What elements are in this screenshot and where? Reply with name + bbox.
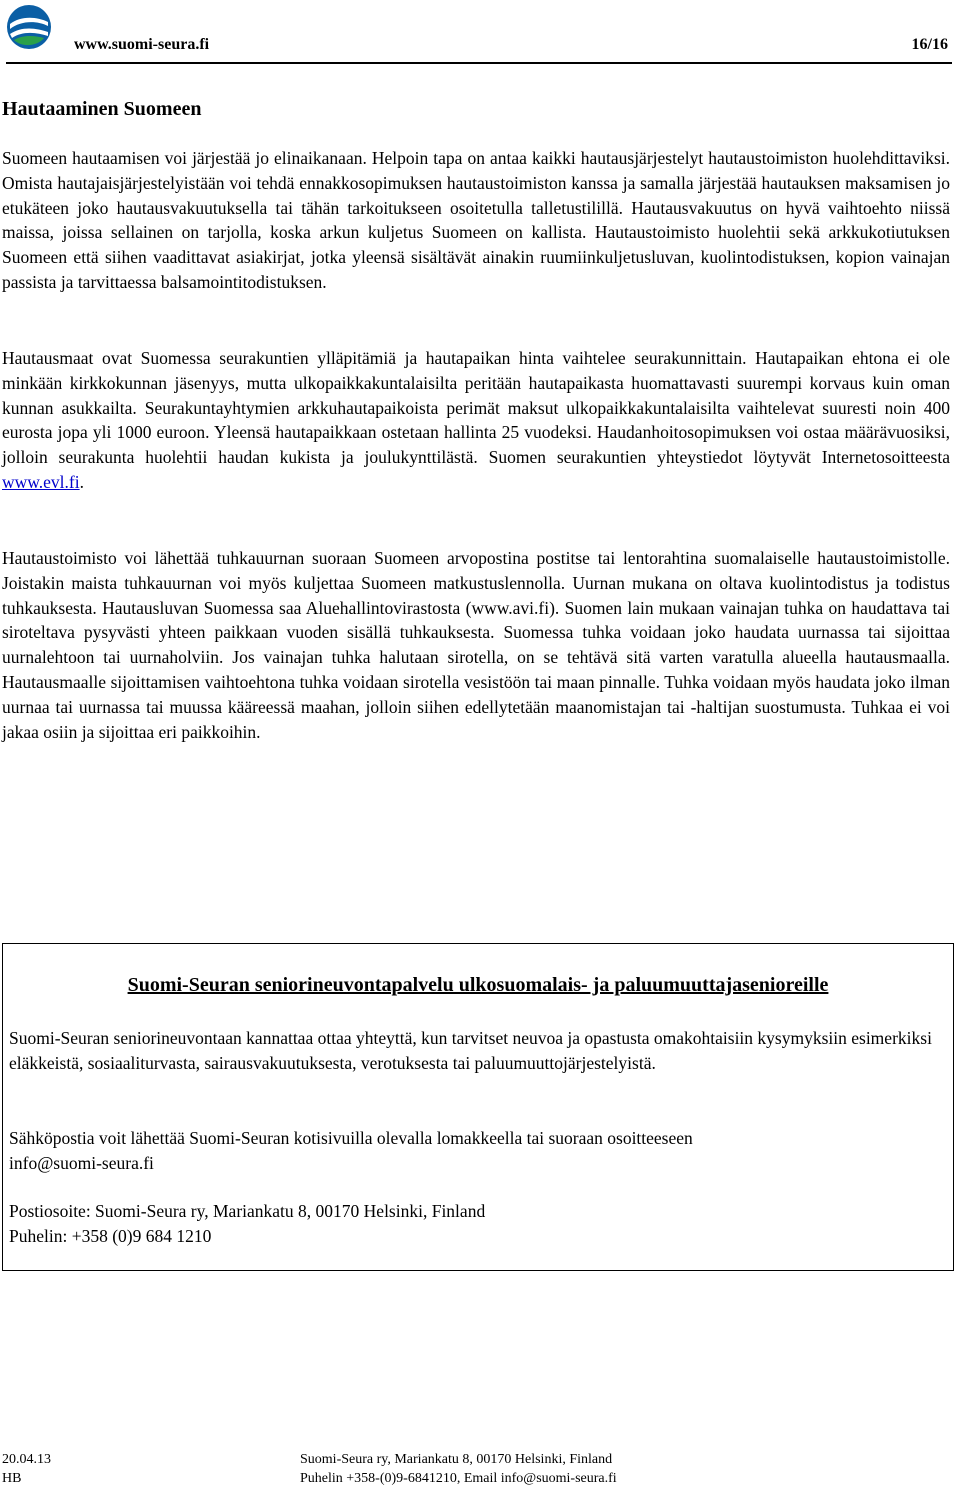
- box-phone: Puhelin: +358 (0)9 684 1210: [9, 1225, 212, 1246]
- paragraph-cemeteries: [2, 346, 950, 495]
- suomi-seura-logo: [6, 4, 52, 50]
- box-postal-address: Postiosoite: Suomi-Seura ry, Mariankatu 8, 00170 Helsinki, Finland: [9, 1201, 486, 1221]
- header-divider: [6, 62, 952, 64]
- box-contact: [9, 1199, 939, 1249]
- box-title: Suomi-Seuran seniorineuvontapalvelu ulkosuomalais- ja paluumuuttajasenioreille: [127, 974, 829, 996]
- paragraph-funeral-arrangements: Suomeen hautaamisen voi järjestää jo elinaikanaan. Helpoin tapa on antaa kaikki hautausjärjestelyt hautaustoimiston huolehdittaviksi. Omista hautajaisjärjestelyistään voi tehdä ennakkosopimuksen hautaustoimiston kanssa ja samalla järjestää hautauksen maksamisen jo etukäteen joko hautausvakuutuksella tai tähän tarkoitukseen osoitetulla talletustilillä. Hautausvakuutus on hyvä vaihtoehto niissä maissa, joissa sellainen on tarjolla, koska arkun kuljetus Suomeen on kallista. Hautaustoimisto huolehtii sekä arkkukotiutuksen Suomeen että siihen vaadittavat asiakirjat, jotka yleensä sisältävät ainakin ruumiinkuljetusluvan, kuolintodistuksen, kopion vainajan passista ja tarvittaessa balsamointitodistuksen.: [2, 148, 950, 292]
- page-title: Hautaaminen Suomeen: [2, 98, 202, 120]
- page-number: 16/16: [911, 36, 948, 53]
- footer-date: 20.04.13: [2, 1452, 51, 1467]
- paragraph-cemeteries-text: Hautausmaat ovat Suomessa seurakuntien ylläpitämiä ja hautapaikan hinta vaihtelee seurakunnittain. Hautapaikan ehtona ei ole minkään kirkkokunnan jäsenyys, mutta ulkopaikkakuntalaisilta peritään hautapaikasta huomattavasti suurempi korvaus kuin oman kunnan asukkailta. Seurakuntayhtymien arkkuhautapaikoista perimät maksut ulkopaikkakuntalaisilta vaihtelevat suuresti noin 400 eurosta jopa yli 1000 euroon. Yleensä hautapaikkaan ostetaan hallinta 25 vuodeksi. Haudanhoitosopimuksen voi ostaa määrävuosiksi, jolloin seurakunta huolehtii haudan kukista ja joulukynttilästä. Suomen seurakuntien yhteystiedot löytyvät Internetosoitteesta: [2, 348, 950, 468]
- header-url[interactable]: www.suomi-seura.fi: [74, 36, 210, 53]
- box-intro: Suomi-Seuran seniorineuvontaan kannattaa ottaa yhteyttä, kun tarvitset neuvoa ja opastusta omakohtaisiin kysymyksiin esimerkiksi eläkkeistä, sosiaaliturvasta, sairausvakuutuksesta, verotuksesta tai paluumuuttojärjestelyistä.: [9, 1028, 932, 1073]
- footer-right: [300, 1450, 617, 1488]
- senior-advice-box: [2, 943, 954, 1271]
- footer-org: Suomi-Seura ry, Mariankatu 8, 00170 Helsinki, Finland: [300, 1452, 613, 1467]
- footer-contact: Puhelin +358-(0)9-6841210, Email info@suomi-seura.fi: [300, 1471, 617, 1486]
- evl-link[interactable]: www.evl.fi: [2, 471, 80, 492]
- paragraph-cemeteries-end: .: [79, 471, 84, 492]
- paragraph-urn-transport: Hautaustoimisto voi lähettää tuhkauurnan suoraan Suomeen arvopostina postitse tai lentorahtina suomalaiselle hautaustoimistolle. Joistakin maista tuhkauurnan voi myös kuljettaa Suomeen matkustuslennolla. Uurnan mukana on oltava kuolintodistus ja todistus tuhkauksesta. Hautausluvan Suomessa saa Aluehallintovirastosta (www.avi.fi). Suomen lain mukaan vainajan tuhka on haudattava tai siroteltava pysyvästi yhteen paikkaan vuoden sisällä tuhkauksesta. Suomessa tuhka voidaan joko haudata uurnassa tai sijoittaa uurnalehtoon tai uurnaholviin. Jos vainajan tuhka halutaan sirotella, on se tehtävä sitä varten varatulla alueella hautausmaalla. Hautausmaalle sijoittamisen vaihtoehtona tuhka voidaan sirotella vesistöön tai maan pinnalle. Tuhka voidaan myös haudata joko ilman uurnaa tai uurnassa tai muussa kääreessä maahan, jolloin siihen edellytetään maanomistajan tai -haltijan suostumusta. Tuhkaa ei voi jakaa osiin ja sijoittaa eri paikkoihin.: [2, 548, 950, 742]
- box-email-text: Sähköpostia voit lähettää Suomi-Seuran kotisivuilla olevalla lomakkeella tai suoraan osoitteeseen: [9, 1128, 693, 1148]
- footer-initials: HB: [2, 1471, 22, 1486]
- box-email-address: info@suomi-seura.fi: [9, 1152, 154, 1173]
- box-email-info: [9, 1126, 939, 1176]
- footer-left: [2, 1450, 51, 1488]
